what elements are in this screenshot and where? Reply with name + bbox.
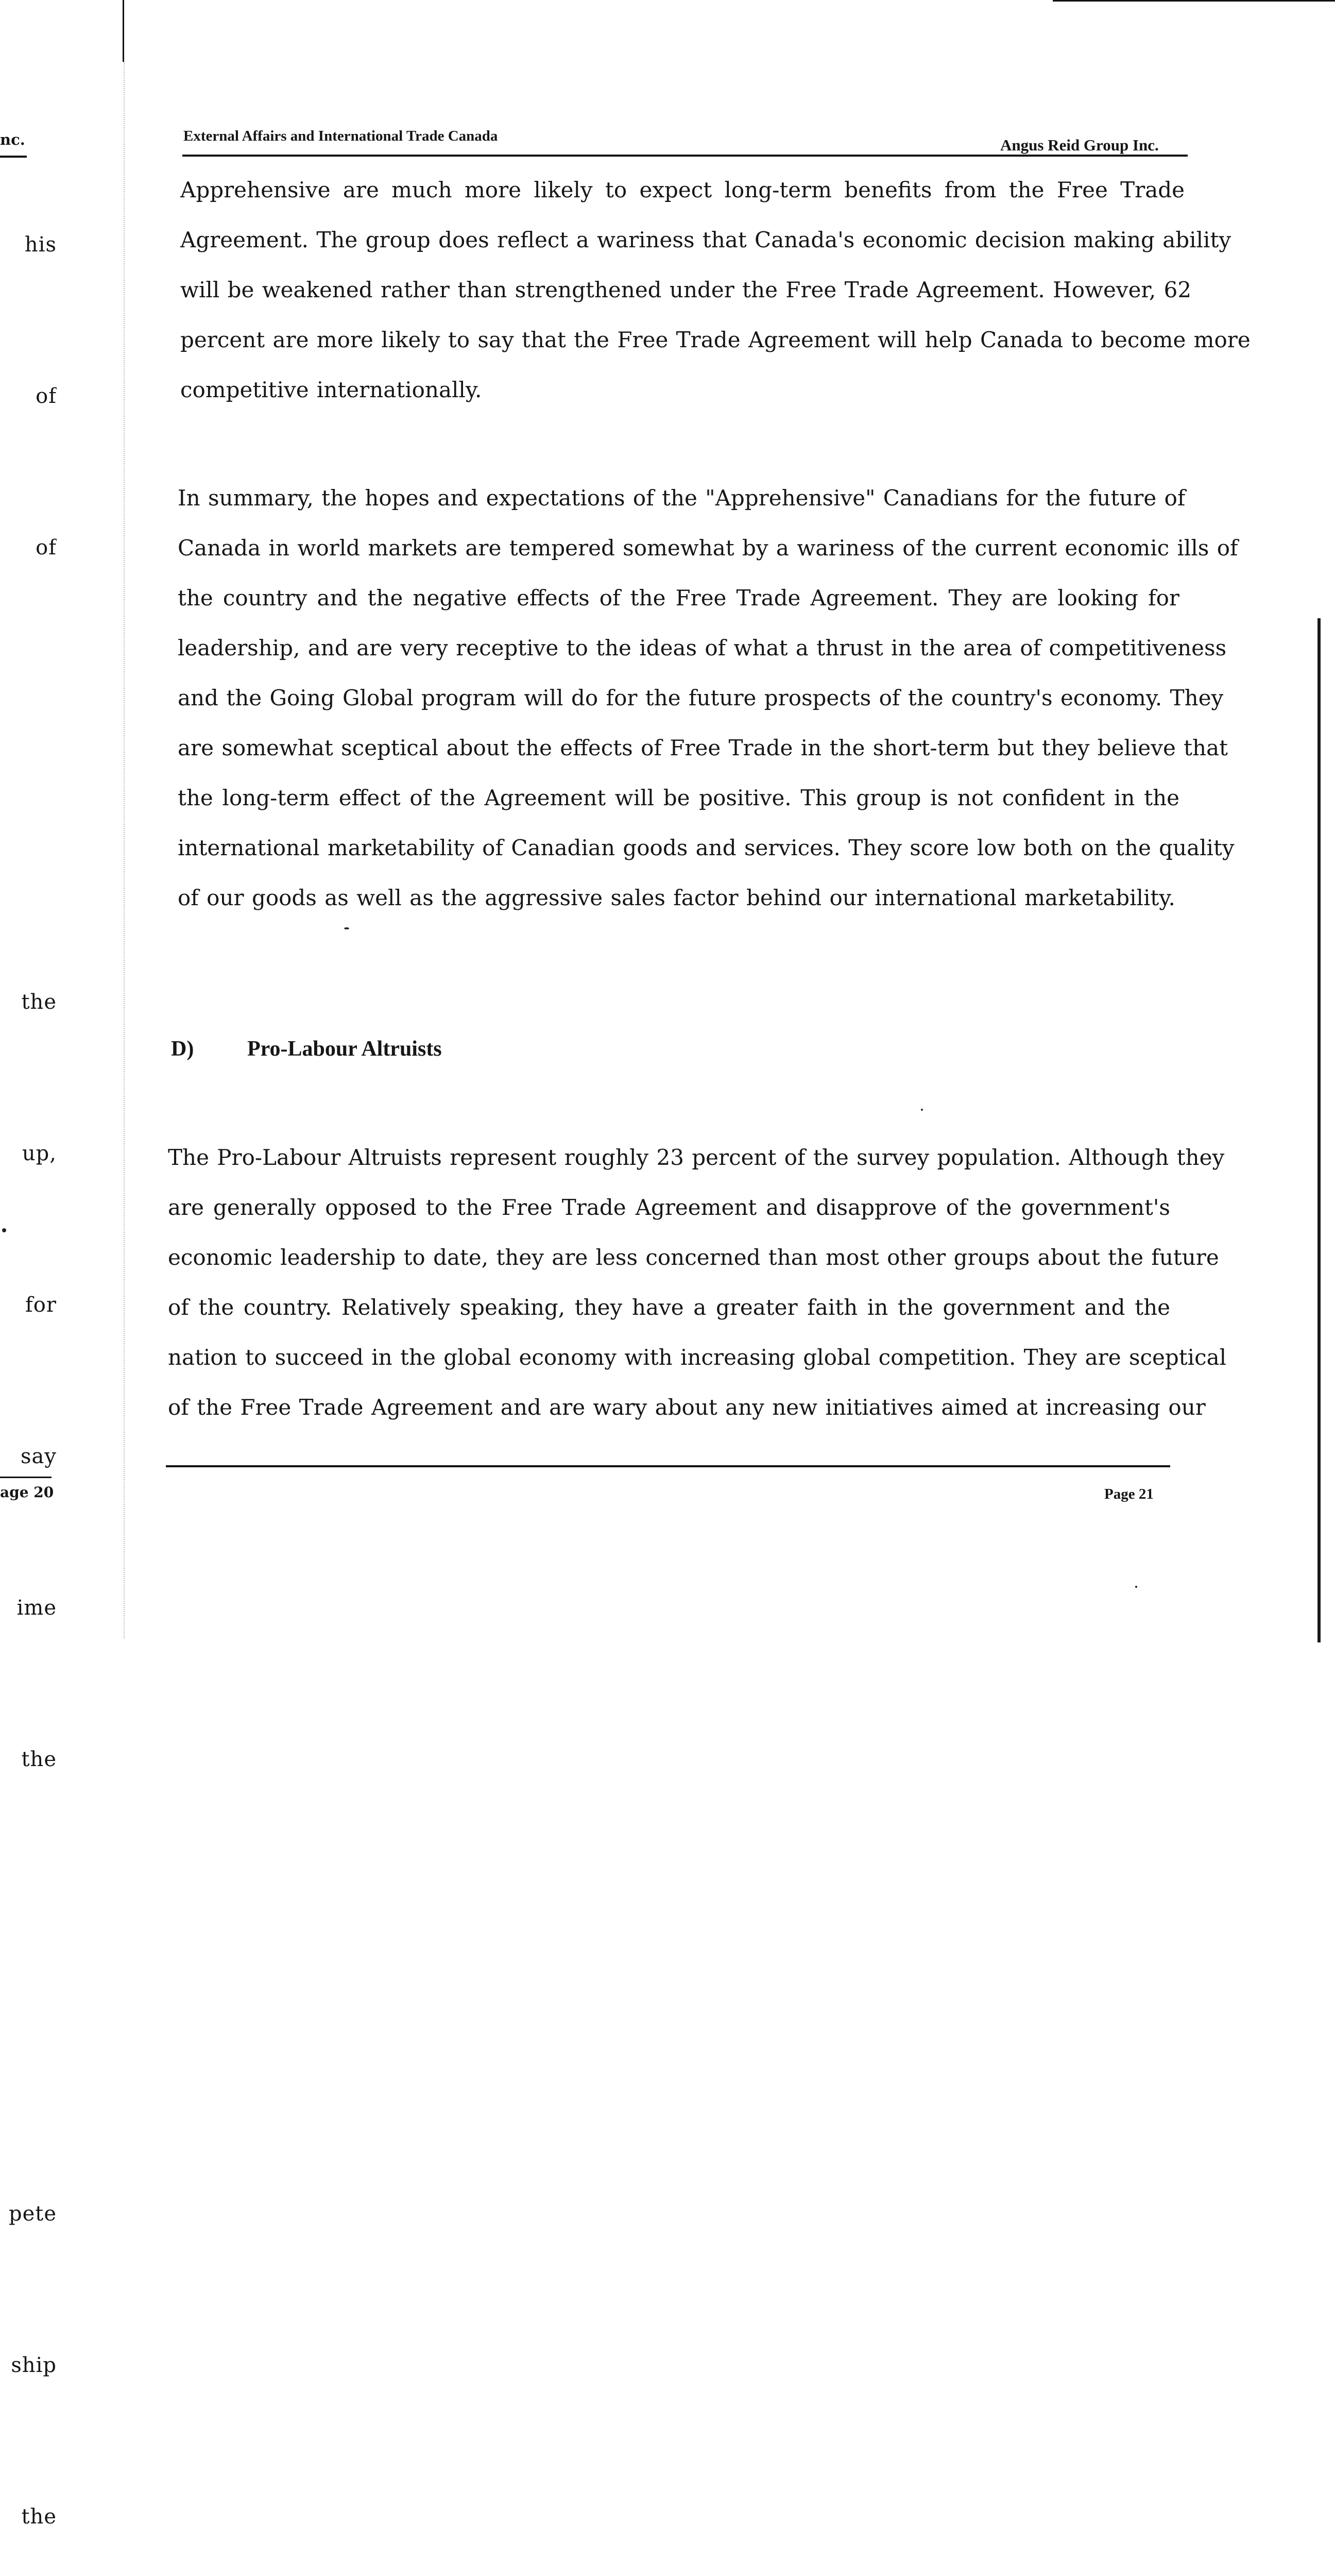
left-page-header-fragment: nc. (0, 131, 25, 148)
scan-edge-right (1317, 618, 1321, 1642)
scan-speck (2, 1228, 6, 1232)
left-fragment (0, 2037, 57, 2088)
left-fragment: the (21, 1748, 57, 1771)
text-line: percent are more likely to say that the Free Trade Agreement will help Canada to become more (180, 327, 1251, 352)
left-fragment: ime (16, 1596, 57, 1620)
gutter-dotted-line (124, 62, 125, 1638)
text-line: are somewhat sceptical about the effects of Free Trade in the short-term but they believe that (178, 735, 1228, 760)
left-page-number-fragment: age 20 (0, 1484, 54, 1501)
scan-speck (921, 1109, 923, 1111)
text-line: and the Going Global program will do for the future prospects of the country's economy. They (178, 685, 1224, 710)
paragraph-summary (178, 473, 1238, 923)
text-line: nation to succeed in the global economy with increasing global competition. They are sceptical (168, 1345, 1227, 1370)
scan-edge-top-right (1053, 0, 1335, 2)
section-label: D) (171, 1037, 194, 1061)
page-number: Page 21 (1104, 1486, 1154, 1502)
text-line: In summary, the hopes and expectations of the "Apprehensive" Canadians for the future of (178, 485, 1186, 511)
left-fragment: the (21, 2505, 57, 2529)
text-line: of the country. Relatively speaking, they have a greater faith in the government and the (168, 1295, 1170, 1320)
text-line: The Pro-Labour Altruists represent roughly 23 percent of the survey population. Although they (168, 1145, 1225, 1170)
text-line: of our goods as well as the aggressive sales factor behind our international marketability. (178, 885, 1175, 910)
left-fragment: say (21, 1445, 57, 1468)
text-line: economic leadership to date, they are less concerned than most other groups about the future (168, 1245, 1219, 1270)
left-fragment (0, 674, 57, 724)
section-heading (171, 1037, 442, 1061)
text-line: the country and the negative effects of the Free Trade Agreement. They are looking for (178, 585, 1179, 611)
text-line: international marketability of Canadian goods and services. They score low both on the quality (178, 835, 1235, 860)
left-page-text-fragments (0, 118, 57, 2576)
left-page-footer-rule (0, 1477, 52, 1478)
left-fragment: of (36, 384, 57, 408)
text-line: of the Free Trade Agreement and are wary about any new initiatives aimed at increasing our (168, 1395, 1206, 1420)
left-fragment: for (25, 1293, 57, 1317)
text-line: competitive internationally. (180, 377, 482, 402)
text-line: Agreement. The group does reflect a wariness that Canada's economic decision making ability (180, 227, 1231, 252)
running-header-right: Angus Reid Group Inc. (1000, 136, 1159, 154)
left-fragment: of (36, 536, 57, 560)
text-line: Apprehensive are much more likely to expect long-term benefits from the Free Trade (180, 177, 1185, 202)
section-title: Pro-Labour Altruists (247, 1037, 442, 1061)
footer-rule (166, 1465, 1170, 1467)
left-fragment: pete (8, 2202, 57, 2226)
left-fragment: the (21, 990, 57, 1014)
gutter-line-top (123, 0, 124, 62)
paragraph-apprehensive-benefits (180, 165, 1251, 415)
left-fragment: ship (11, 2353, 57, 2377)
scan-speck (344, 927, 349, 929)
running-header-left: External Affairs and International Trade Canada (183, 128, 498, 144)
header-rule (182, 155, 1188, 157)
left-fragment (0, 1886, 57, 1936)
paragraph-pro-labour-altruists (168, 1132, 1227, 1432)
left-fragment: up, (22, 1142, 57, 1165)
text-line: will be weakened rather than strengthened under the Free Trade Agreement. However, 62 (180, 277, 1192, 302)
text-line: are generally opposed to the Free Trade Agreement and disapprove of the government's (168, 1195, 1170, 1220)
scan-speck (1135, 1586, 1137, 1588)
text-line: the long-term effect of the Agreement will be positive. This group is not confident in the (178, 785, 1179, 810)
left-fragment: his (24, 233, 57, 257)
text-line: leadership, and are very receptive to the ideas of what a thrust in the area of competitiveness (178, 635, 1227, 660)
left-fragment (0, 825, 57, 876)
text-line: Canada in world markets are tempered somewhat by a wariness of the current economic ills of (178, 535, 1238, 561)
